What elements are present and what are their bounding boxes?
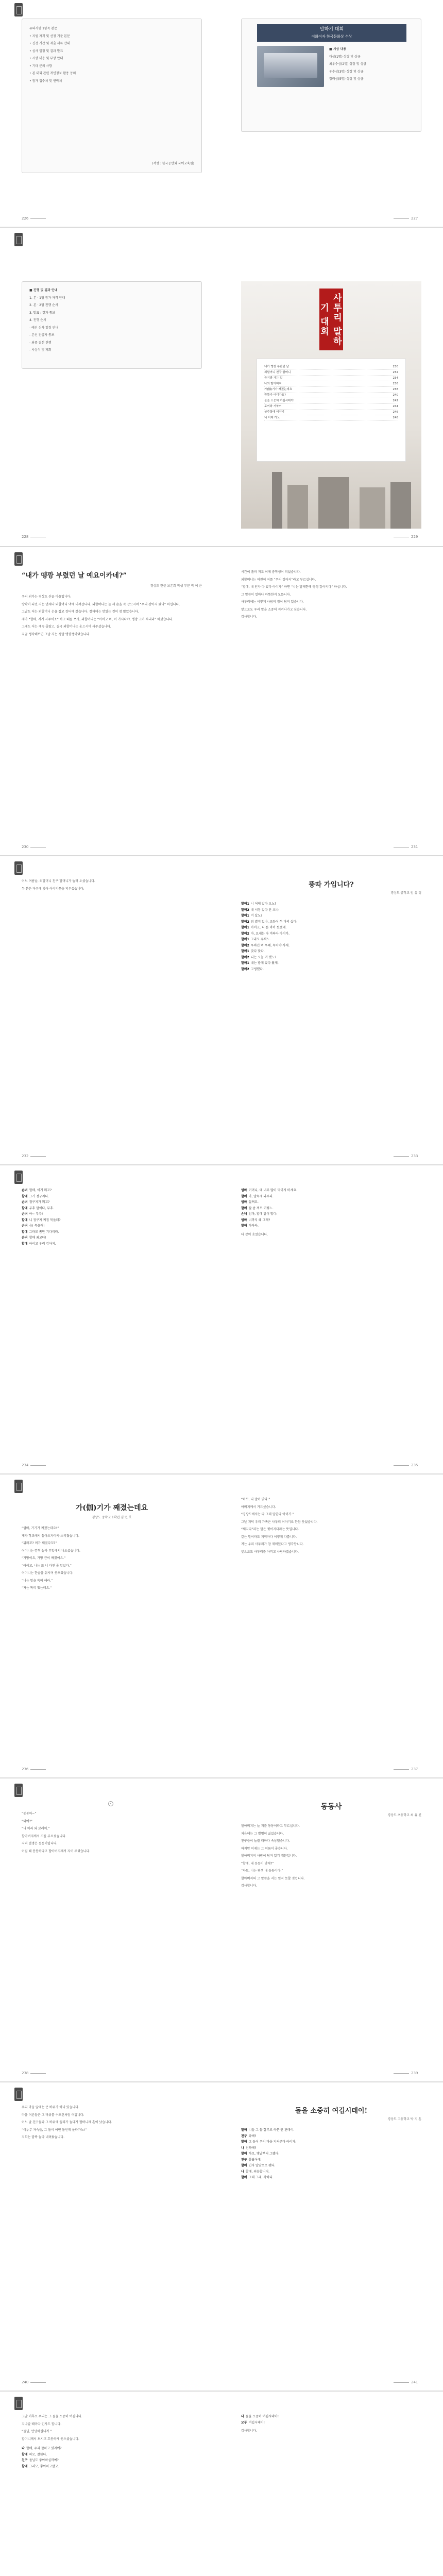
story-body-right — [241, 1497, 421, 1557]
bookmark-icon — [14, 1480, 23, 1493]
toc-item[interactable]: 토끼와 거북이 244 — [264, 404, 398, 410]
page-number: 227 — [391, 216, 418, 221]
dialog-line: 엄마 어머니, 애 너무 많이 먹이지 마세요. — [241, 1189, 298, 1192]
notice-signature: (작성 : 한국공안회 국어교육원) — [152, 161, 194, 165]
paragraph: “째지다”라는 말은 찢어지다라는 뜻입니다. — [241, 1528, 299, 1531]
dialog-line: 할매1 맞다 맞다. — [241, 950, 265, 953]
award-line: 최우수상(2명) 상장 및 상금 — [329, 62, 367, 66]
page-number: 232 — [22, 1154, 48, 1158]
paragraph: “하모, 니 말이 맞다.” — [241, 1498, 270, 1501]
dialog-line: 할매 그래 그래, 착하다. — [241, 2176, 274, 2179]
page-divider — [0, 2391, 443, 2392]
dialog-block — [22, 2446, 202, 2469]
paragraph: 할아버지는 늘 저를 동동이라고 부르십니다. — [241, 1824, 300, 1828]
flower-icon — [108, 1801, 113, 1806]
info-item: - 시상식 및 폐회 — [29, 348, 52, 352]
paragraph: 그 말씀이 얼마나 따뜻한지 모릅니다. — [241, 592, 291, 597]
story-body-left — [22, 1526, 202, 1594]
paragraph: “동동아~” — [22, 1812, 37, 1816]
dialog-line: 손녀 아~ 부추! — [22, 1212, 43, 1216]
paragraph: 시간이 흘러 저도 이제 중학생이 되었습니다. — [241, 570, 301, 574]
info-item: 3. 발표 : 결과 통보 — [29, 311, 56, 315]
notice-item: • 본 대회 관련 개인정보 활용 동의 — [29, 72, 76, 75]
notice-item: 유의사항 1항목 본문 — [29, 27, 58, 30]
page-number: 231 — [391, 845, 418, 849]
toc-item[interactable]: 뚱뚱가 어디가요? 240 — [264, 393, 398, 398]
paragraph: 어느 날 친구들과 그 바위에 올라가 놀다가 할머니께 혼이 났습니다. — [22, 2121, 112, 2124]
building-silhouette — [287, 485, 308, 529]
award-line: 우수상(3명) 상장 및 상금 — [329, 70, 364, 74]
page-divider — [0, 1777, 443, 1778]
dialog-line: 할매1 아이고, 니 돈 마이 썼겠네. — [241, 926, 287, 929]
dialog-line: 할매2 마, 요새는 다 비싸다 아이가. — [241, 931, 289, 936]
story-byline: 경상도 한글 보존회 학생 부문 박 예 은 — [150, 584, 202, 588]
contest-title-line: 사투리 — [331, 293, 342, 323]
paragraph: “이누무 자슥들, 그 돌이 어떤 돌인데 올라가노!” — [22, 2128, 87, 2132]
dialog-line: 할매 그라모 쫌만 기다리라. — [22, 1230, 59, 1234]
story-intro — [22, 879, 202, 894]
page-divider — [0, 855, 443, 856]
notice-item: • 심사 일정 및 결과 발표 — [29, 49, 63, 53]
paragraph: 그날 저녁 우리 가족은 사투리 이야기로 한참 웃었습니다. — [241, 1520, 318, 1524]
toc-list — [264, 364, 398, 421]
toc-item[interactable]: 상주할매 이야기 246 — [264, 410, 398, 415]
story-4-spread — [0, 1477, 443, 1777]
paragraph: 어릴 때 통통하다고 할아버지께서 지어 주셨습니다. — [22, 1849, 91, 1853]
award-box — [241, 19, 421, 132]
paragraph: 우리 외가는 경상도 산골 마을입니다. — [22, 595, 72, 599]
dialog-line: 모두 여깁시데이! — [241, 2420, 265, 2425]
paragraph: 우리 마을 앞에는 큰 바위가 하나 있습니다. — [22, 2106, 79, 2109]
toc-item[interactable]: 돌을 소중히 여깁시데이! 242 — [264, 398, 398, 404]
story-body-left — [22, 595, 202, 639]
story-title: 동동사 — [320, 1803, 342, 1811]
building-silhouette — [318, 477, 349, 529]
building-silhouette — [390, 482, 411, 529]
info-box — [22, 281, 202, 369]
paragraph: “엄마, 가기가 째졌는데요!” — [22, 1527, 59, 1530]
dialog-line: 할매 마, 알묵게 놔두라. — [241, 1194, 274, 1198]
contest-title — [319, 289, 343, 350]
page-divider — [0, 227, 443, 228]
paragraph: 사투리에는 이렇게 사람의 정이 담겨 있습니다. — [241, 600, 304, 604]
dialog-line: 할매1 머 샀노? — [241, 914, 263, 918]
info-item: 2. 본 · 2팀 진행 순서 — [29, 303, 58, 307]
paragraph: “와예?” — [22, 1819, 32, 1823]
dialog-line: 할매 부추 말이다, 부추. — [22, 1206, 54, 1210]
award-section — [329, 47, 412, 84]
toc-item[interactable]: 나의 할아버지 236 — [264, 381, 398, 387]
info-list — [29, 288, 195, 355]
paragraph: 아버지께서 거드셨습니다. — [241, 1505, 276, 1509]
notice-box — [22, 19, 202, 173]
award-banner-subtitle: 이화여자 한국문화상 수상 — [311, 35, 352, 39]
award-line: 대상(1명) 상장 및 상금 — [329, 55, 361, 59]
dialog-line: 할매1 그라모 우짜노. — [241, 938, 271, 941]
page-number: 229 — [391, 535, 418, 539]
paragraph: 제가 “할매, 저거 사주이소” 하고 떼를 쓰자, 외할머니는 “아이고 마, 이 가시나야, 뗑깡 고마 부리라” 하셨습니다. — [22, 617, 174, 621]
dialog-line: 손녀 정구지가 뭐고? — [22, 1200, 50, 1204]
paragraph: 지금 생각해보면 그날 저는 정말 뗑깡쟁이였습니다. — [22, 632, 91, 636]
dialog-line: 할매2 니는 오늘 머 했노? — [241, 955, 277, 959]
notice-item: • 시상 내용 및 부상 안내 — [29, 57, 63, 60]
paragraph: “돌님, 안녕하십니꺼.” — [22, 2430, 52, 2433]
bookmark-icon — [14, 3, 23, 16]
story-title: 가(伽)기가 째졌는데요 — [75, 1504, 148, 1512]
paragraph: 저희는 깜짝 놀라 내려왔습니다. — [22, 2136, 64, 2139]
bookmark-icon — [14, 1171, 23, 1184]
dialog-line: 나 할매, 죄송합니더. — [241, 2170, 270, 2174]
page-number: 237 — [391, 1767, 418, 1771]
paragraph: 감사합니다. — [241, 615, 257, 619]
info-item: 4. 진행 순서 — [29, 318, 46, 322]
tower-silhouette — [272, 472, 282, 529]
story-body-left — [22, 2414, 202, 2470]
dialog-line: 엄마 너까지 왜 그래? — [241, 1218, 270, 1222]
toc-item[interactable]: 외할머니 친구 할머니 232 — [264, 370, 398, 376]
paragraph: 같은 말이라도 지역마다 이렇게 다릅니다. — [241, 1535, 297, 1539]
spread-1 — [0, 0, 443, 227]
story-body-right — [241, 570, 421, 622]
paragraph: 외할머니는 여전히 저를 “우리 강아지”라고 부르십니다. — [241, 578, 316, 582]
story-body-left — [22, 1811, 202, 1856]
toc-panel — [257, 359, 406, 462]
dialog-line: 할매2 뭐 별거 있나, 고등어 두 마리 샀다. — [241, 920, 298, 924]
paragraph: 앞으로도 사투리를 아끼고 사랑하겠습니다. — [241, 1550, 299, 1554]
paragraph: “경상도에서는 다 그래 말한다 아이가.” — [241, 1513, 294, 1516]
story-body-right — [241, 1824, 421, 1891]
dialog-line: 할매 살 좀 찌모 어떻노. — [241, 1206, 274, 1210]
page-number: 233 — [391, 1154, 418, 1158]
paragraph: 어머니는 깜짝 놀라 부엌에서 나오셨습니다. — [22, 1549, 80, 1553]
paragraph: 앞으로도 우리 말을 소중히 지켜나가고 싶습니다. — [241, 607, 307, 612]
info-item: 1. 본 · 1팀 참가 자격 안내 — [29, 296, 65, 300]
dialog-line: 할매2 내 시장 갔다 안 오나. — [241, 908, 280, 912]
dialog-line: 나 할매, 우리 잘하고 있지예? — [22, 2447, 62, 2450]
dialog-line: 친구 와예? — [241, 2134, 257, 2138]
story-7-spread — [0, 2394, 443, 2576]
paragraph: 그날 이후로 우리는 그 돌을 소중히 여깁니다. — [22, 2415, 82, 2418]
page-divider — [0, 1473, 443, 1475]
notice-item: • 신청 기간 및 제출 서류 안내 — [29, 42, 70, 45]
dialog-line: 할매1 내는 밭에 갔다 왔제. — [241, 961, 279, 965]
story-title: “내가 뗑깡 부렸던 날 예요이카네?” — [22, 572, 127, 580]
bookmark-icon — [14, 233, 23, 246]
page-number: 240 — [22, 2380, 48, 2384]
contest-title-line: 말하기 — [318, 302, 342, 346]
contest-cover — [241, 281, 421, 529]
dialog-line: 할매2 우짜긴 머 우째, 묵어야 사제. — [241, 943, 289, 947]
story-5-spread — [0, 1781, 443, 2081]
notice-item: • 참가 접수처 및 연락처 — [29, 79, 62, 83]
story-2-spread — [0, 858, 443, 1164]
dialog-line: 할매 니 정구지 찌짐 묵을래? — [22, 1218, 61, 1222]
spread-2 — [0, 230, 443, 546]
dialog-line: 할매 니들 그 돌 함부로 하믄 안 된데이. — [241, 2128, 295, 2132]
dialog-line: 할매 인자 알았으모 됐다. — [241, 2164, 276, 2167]
page-number: 230 — [22, 845, 48, 849]
story-title: 뚱따 가입니다? — [309, 881, 354, 889]
dialog-line: 할매2 고생했다. — [241, 967, 264, 971]
award-section-label: ■ 시상 내용 — [329, 47, 347, 51]
paragraph: “할배, 내 동동이 맞제?” — [241, 1861, 274, 1866]
paragraph: “하모, 니는 평생 내 동동이다.” — [241, 1869, 283, 1873]
story-1-spread — [0, 549, 443, 855]
paragraph: 할아버지의 그 말씀을 저는 잊지 못할 것입니다. — [241, 1876, 305, 1880]
dialog-line: 할매 그기 정구지다. — [22, 1194, 49, 1198]
paragraph: “니 이리 와 보래이.” — [22, 1827, 50, 1831]
story-byline: 경상도 중학교 임 유 정 — [390, 891, 421, 895]
story-6-spread — [0, 2084, 443, 2391]
paragraph: 하지만 이제는 그 이름이 좋습니다. — [241, 1846, 288, 1851]
paragraph: 지나갈 때마다 인사도 합니다. — [22, 2422, 62, 2426]
paragraph: 어머니는 한숨을 쉬시며 웃으셨습니다. — [22, 1571, 74, 1575]
dialog-line: 엄마 살쪄요. — [241, 1200, 259, 1204]
paragraph: 감사합니다. — [241, 1884, 257, 1888]
dialog-line: 친구 몰랐어예. — [241, 2158, 262, 2162]
dialog-block — [241, 2128, 421, 2181]
page-divider — [0, 1164, 443, 1165]
notice-list — [29, 26, 195, 86]
paragraph: 친구들이 놀릴 때마다 속상했습니다. — [241, 1839, 290, 1843]
paragraph: 처음에는 그 별명이 싫었습니다. — [241, 1832, 284, 1836]
dialog-line: 할매 하모, 잘한다. — [22, 2452, 47, 2456]
paragraph: 할아버지께서 저를 부르셨습니다. — [22, 1834, 66, 1838]
dialog-line: 할매 아이고 우리 강아지. — [22, 1242, 56, 1246]
paragraph: “할매, 내 인자 다 컸다 아이가” 하면 “니는 할매한테 평생 강아지다” 하십니다. — [241, 585, 347, 589]
page-divider — [0, 2081, 443, 2082]
bookmark-icon — [14, 1784, 23, 1797]
story-byline: 경상도 초등학교 최 유 진 — [387, 1814, 421, 1817]
award-line: 장려상(5명) 상장 및 상금 — [329, 77, 364, 81]
page-number: 226 — [22, 216, 48, 221]
dialog-line: 나 돌을 소중히 여깁시데이! — [241, 2415, 279, 2418]
page-number: 234 — [22, 1463, 48, 1467]
paragraph: 그래도 저는 계속 졸랐고, 결국 외할머니는 웃으시며 사주셨습니다. — [22, 625, 111, 629]
page-number: 235 — [391, 1463, 418, 1467]
info-item: - 본선 진출자 통보 — [29, 333, 55, 337]
dialog-block — [22, 1188, 202, 1247]
bookmark-icon — [14, 2397, 23, 2410]
dialog-line: 손녀 할매 최고다! — [22, 1236, 46, 1240]
paragraph: 두 분은 마루에 앉아 이야기꽃을 피우셨습니다. — [22, 887, 84, 891]
paragraph: “니는 말을 똑띠 해라.” — [22, 1579, 53, 1583]
info-item: - 최종 결선 진행 — [29, 341, 52, 345]
story-body-left — [22, 2105, 202, 2143]
page-number: 238 — [22, 2071, 48, 2075]
page-number: 236 — [22, 1767, 48, 1771]
toc-item[interactable]: 둥지방 가는 길 234 — [264, 376, 398, 381]
dialog-line: 나 진짜예? — [241, 2146, 257, 2150]
story-byline: 경상도 고등학교 박 지 훈 — [387, 2117, 421, 2121]
award-banner-title: 말하기 대회 — [319, 27, 344, 32]
page-number: 228 — [22, 535, 48, 539]
dialog-line: 할매 하모, 옛날부터 그랬다. — [241, 2152, 280, 2156]
paragraph: 저는 우리 사투리가 참 재미있다고 생각합니다. — [241, 1543, 304, 1546]
paragraph: “아이고, 나는 또 니 다친 줄 알았다.” — [22, 1564, 72, 1568]
dialog-block — [241, 2414, 421, 2436]
dialog-line: 친구 돌님도 좋아하실까예? — [22, 2459, 59, 2462]
paragraph: 할머니께서 보시고 흐뭇하게 웃으셨습니다. — [22, 2437, 79, 2441]
paragraph: 할아버지의 사랑이 담겨 있기 때문입니다. — [241, 1854, 297, 1858]
page-divider — [0, 546, 443, 547]
info-heading: ■ 진행 및 결과 안내 — [29, 289, 58, 292]
toc-item[interactable]: 니 어데 가노 248 — [264, 415, 398, 421]
paragraph: 방학이 되면 저는 언제나 외할머니 댁에 내려갑니다. 외할머니는 늘 제 손을 꼭 잡으시며 “우리 강아지 왔나” 하십니다. — [22, 602, 180, 606]
end-note: 다 같이 웃었습니다. — [241, 1232, 268, 1236]
dialog-block — [241, 902, 421, 973]
dialog-line: 할매 하하하. — [241, 1224, 259, 1228]
bookmark-icon — [14, 2088, 23, 2101]
dialog-line: 손녀 엄마, 할매 말이 맞다. — [241, 1212, 278, 1216]
paragraph: 그날도 저는 외할머니 손을 잡고 장터에 갔습니다. 장터에는 맛있는 것이 참 많았습니다. — [22, 610, 139, 614]
toc-item[interactable]: 내가 뗑깡 부렸던 날 230 — [264, 364, 398, 370]
dialog-line: 할매 그 돌이 우리 마을 지켜준다 아이가. — [241, 2140, 297, 2144]
paragraph: 어느 여름날, 외할머니 친구 할머니가 놀러 오셨습니다. — [22, 879, 95, 883]
paragraph: “뭐라꼬? 머가 째졌다꼬?” — [22, 1541, 57, 1545]
award-photo — [257, 46, 324, 87]
story-byline: 경상도 중학교 1학년 김 민 호 — [92, 1516, 132, 1519]
paragraph: “저는 똑띠 했는데요.” — [22, 1586, 52, 1590]
dialog-line: 손녀 응! 묵을래! — [22, 1224, 45, 1228]
toc-item[interactable]: 가(伽)기가 째졌는데요 238 — [264, 387, 398, 393]
paragraph: 저의 별명은 동동이입니다. — [22, 1842, 58, 1845]
story-title: 돌을 소중히 여깁시데이! — [295, 2107, 368, 2115]
dialog-block — [241, 1188, 421, 1240]
dialog-line: 할매 그라모, 좋아하고말고. — [22, 2464, 59, 2468]
notice-item: • 지원 자격 및 선정 기준 본문 — [29, 34, 70, 38]
award-banner — [257, 24, 406, 42]
paragraph: 마을 어른들은 그 바위를 수호신처럼 여깁니다. — [22, 2113, 84, 2117]
dialog-line: 할매1 니 어데 갔다 오노? — [241, 902, 277, 906]
page-number: 241 — [391, 2380, 418, 2384]
story-3-spread — [0, 1167, 443, 1473]
end-note: 감사합니다. — [241, 2429, 257, 2433]
notice-item: • 기타 문의 사항 — [29, 64, 53, 68]
building-silhouette — [360, 487, 385, 529]
page-number: 239 — [391, 2071, 418, 2075]
paragraph: “가방이요, 가방 끈이 째졌어요.” — [22, 1556, 66, 1560]
paragraph: 제가 학교에서 돌아오자마자 소리쳤습니다. — [22, 1534, 79, 1538]
dialog-line: 손녀 할매, 이기 뭐꼬? — [22, 1189, 52, 1192]
bookmark-icon — [14, 552, 23, 566]
info-item: - 예선 심사 일정 안내 — [29, 326, 59, 330]
contest-title-line: 대회 — [318, 316, 329, 336]
bookmark-icon — [14, 861, 23, 875]
